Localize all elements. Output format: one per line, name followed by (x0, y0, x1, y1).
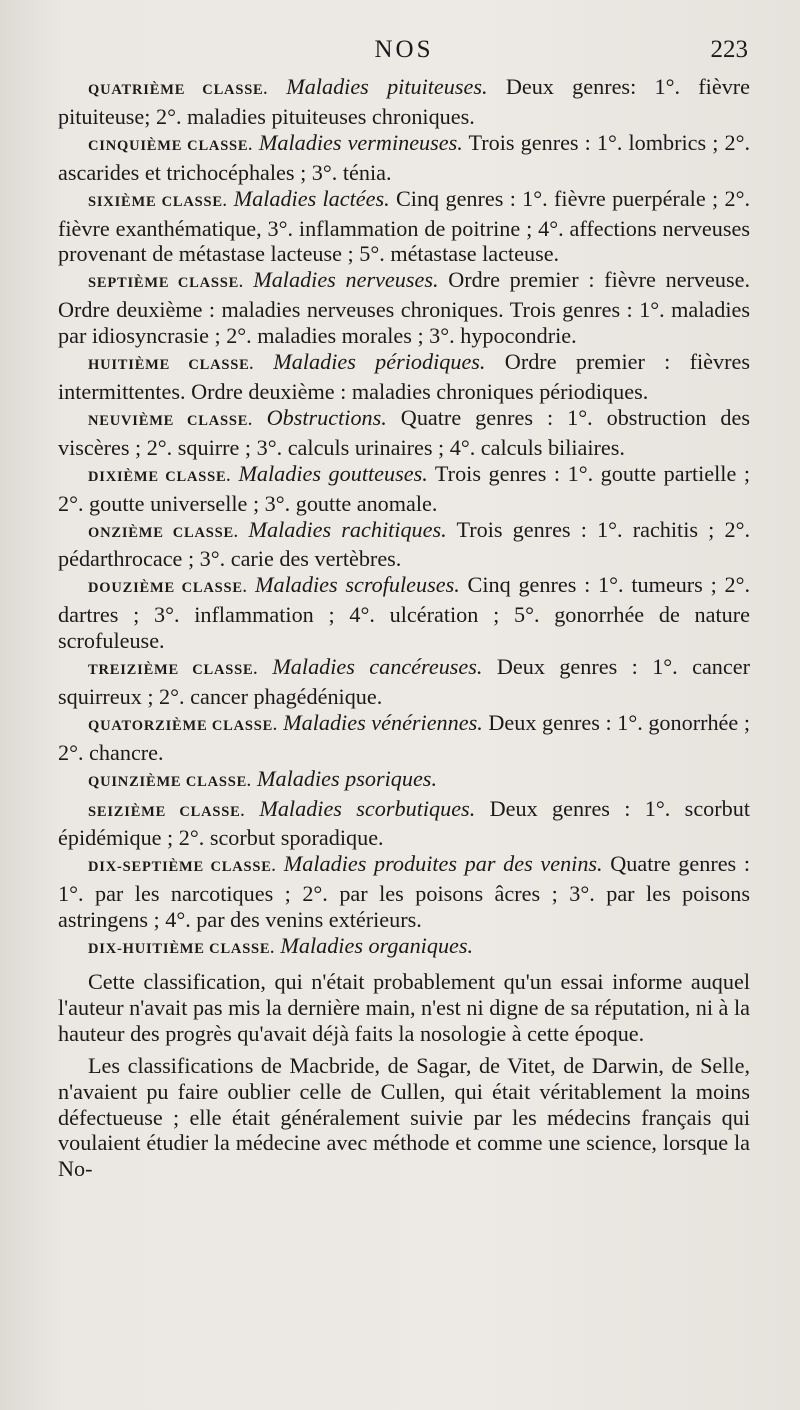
class-label: SIXIÈME CLASSE. (88, 193, 228, 210)
class-label: SEIZIÈME CLASSE. (88, 803, 245, 820)
class-label: DIX-SEPTIÈME CLASSE. (88, 859, 277, 876)
class-label: HUITIÈME CLASSE. (88, 357, 254, 374)
class-text: Cinq genres : 1°. fièvre puerpérale ; 2°. fièvre exanthématique, 3°. inflammation de poitrine ; 4°. affections nerveuses provenant de métastase lacteuse ; 5°. métastase lacteuse. (58, 185, 751, 267)
class-text: Ordre premier : fièvres intermittentes. Ordre deuxième : maladies chroniques périodiques. (58, 349, 750, 404)
class-text: Quatre genres : 1°. par les narcotiques ; 2°. par les poisons âcres ; 3°. par les poisons astringens ; 4°. par des venins extérieurs. (58, 851, 751, 933)
class-entry (58, 461, 750, 517)
class-entry (58, 654, 750, 710)
class-text: Ordre premier : fièvre nerveuse. Ordre deuxième : maladies nerveuses chroniques. Trois genres : 1°. maladies par idiosyncrasie ; 2°. maladies morales ; 3°. hypocondrie. (58, 267, 750, 349)
class-name: Maladies produites par des venins. (283, 851, 603, 877)
class-text: Trois genres : 1°. lombrics ; 2°. ascarides et trichocéphales ; 3°. ténia. (58, 129, 751, 185)
class-name: Maladies pituiteuses. (286, 74, 488, 99)
class-text: Trois genres : 1°. rachitis ; 2°. pédarthrocace ; 3°. carie des vertèbres. (58, 516, 751, 572)
class-label: NEUVIÈME CLASSE. (88, 412, 253, 429)
class-entry (58, 517, 750, 573)
class-entry (58, 267, 750, 349)
class-entry (58, 130, 750, 186)
class-name: Maladies vermineuses. (258, 129, 463, 155)
class-label: ONZIÈME CLASSE. (88, 524, 239, 541)
class-text: Deux genres : 1°. cancer squirreux ; 2°. cancer phagédénique. (58, 654, 750, 709)
class-name: Maladies psoriques. (257, 765, 437, 791)
class-label: TREIZIÈME CLASSE. (88, 662, 258, 679)
class-entry (58, 851, 750, 933)
class-name: Maladies scorbutiques. (259, 795, 476, 821)
class-entry (58, 796, 750, 852)
class-text: Deux genres : 1°. scorbut épidémique ; 2°. scorbut sporadique. (58, 795, 750, 851)
class-label: SEPTIÈME CLASSE. (88, 275, 244, 292)
class-entry (58, 186, 750, 268)
class-name: Maladies cancéreuses. (272, 654, 483, 680)
class-name: Maladies périodiques. (273, 349, 486, 375)
class-name: Maladies scrofuleuses. (255, 572, 460, 598)
class-name: Maladies rachitiques. (248, 516, 447, 542)
class-name: Obstructions. (266, 404, 387, 430)
class-label: QUATORZIÈME CLASSE. (88, 717, 278, 734)
class-label: DIXIÈME CLASSE. (88, 468, 231, 485)
body-paragraph: Les classifications de Macbride, de Sagar, de Vitet, de Darwin, de Selle, n'avaient pu faire oublier celle de Cullen, qui était véritablement la moins défectueuse ; elle était généralement suivie par les médecins français qui voulaient étudier la médecine avec méthode et comme une science, lorsque la No- (58, 1052, 750, 1182)
class-label: DOUZIÈME CLASSE. (88, 580, 248, 597)
page-header (58, 34, 750, 74)
class-label: QUINZIÈME CLASSE. (88, 773, 252, 790)
class-entry (58, 349, 750, 405)
body-paragraph: Cette classification, qui n'était probablement qu'un essai informe auquel l'auteur n'avait pas mis la dernière main, n'est ni digne de sa réputation, ni à la hauteur des progrès qu'avait déjà faits la nosologie à cette époque. (58, 969, 750, 1046)
page-number: 223 (710, 36, 748, 63)
page-body (58, 74, 750, 1182)
class-label: CINQUIÈME CLASSE. (88, 137, 253, 154)
class-entry (58, 74, 750, 130)
class-text: Cinq genres : 1°. tumeurs ; 2°. dartres ; 3°. inflammation ; 4°. ulcération ; 5°. gonorrhée de nature scrofuleuse. (58, 572, 751, 654)
class-name: Maladies nerveuses. (253, 267, 439, 293)
class-entry (58, 766, 750, 796)
class-name: Maladies organiques. (280, 933, 474, 959)
class-entry (58, 572, 750, 654)
class-entry (58, 405, 750, 461)
class-text: Trois genres : 1°. goutte partielle ; 2°. goutte universelle ; 3°. goutte anomale. (58, 460, 751, 516)
class-name: Maladies goutteuses. (238, 460, 428, 486)
running-head: NOS (374, 36, 434, 63)
class-text: Deux genres : 1°. gonorrhée ; 2°. chancre. (58, 709, 750, 765)
class-text: Deux genres: 1°. fièvre pituiteuse; 2°. maladies pituiteuses chroniques. (58, 74, 751, 129)
class-entry (58, 933, 750, 963)
class-label: QUATRIÈME CLASSE. (88, 82, 268, 98)
class-name: Maladies lactées. (233, 185, 390, 211)
class-name: Maladies vénériennes. (283, 709, 483, 735)
class-label: DIX-HUITIÈME CLASSE. (88, 941, 275, 958)
class-entry (58, 710, 750, 766)
class-text: Quatre genres : 1°. obstruction des viscères ; 2°. squirre ; 3°. calculs urinaires ; 4°. calculs biliaires. (58, 404, 750, 460)
